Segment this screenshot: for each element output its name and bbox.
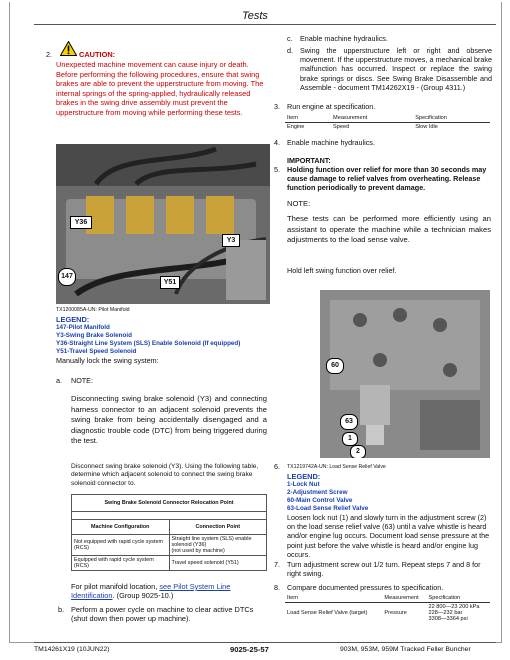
step-d-text: Swing the upperstructure left or right and observe movement. If the upperstructure moves, a mechanical brake malfunction has occurred. Inspect or replace the swing brake springs or discs. See Swing Brake Disassemble and Assemble - document TM14262X19 - (Group 4311.) — [300, 46, 492, 92]
step-d-label: d. — [287, 46, 293, 55]
row1-point: Straight line system (SLS) enable solenoid (Y36) (not used by machine) — [169, 535, 267, 556]
step-6-number: 6. — [274, 462, 280, 471]
note-text: These tests can be performed more efficiently using an assistant to operate the machine while a technician makes adjustments to the load sense valve. — [287, 214, 491, 245]
step-c-text: Enable machine hydraulics. — [300, 34, 388, 43]
legend1-item: Y36-Straight Line System (SLS) Enable Solenoid (If equipped) — [56, 340, 241, 347]
footer-rule — [34, 642, 496, 643]
row2-config: Equipped with rapid cycle system (RCS) — [72, 556, 170, 571]
step-4-text: Enable machine hydraulics. — [287, 138, 375, 147]
step-a-label: a. — [56, 376, 62, 385]
legend1-item: 147-Pilot Manifold — [56, 324, 110, 331]
spec2-measurement: Pressure — [384, 610, 407, 616]
header-rule — [34, 24, 496, 25]
col-machine-config: Machine Configuration — [72, 520, 170, 535]
step-a-note-text: Disconnecting swing brake solenoid (Y3) and connecting harness connector to an adjacent solenoid prevents the swing brake from being accidentally disengaged and a diagnostic trouble code (DTC) from being triggered during the test. — [71, 394, 267, 446]
pilot-system-link[interactable]: see Pilot System Line Identification — [71, 582, 231, 601]
label-147: 147 — [58, 268, 76, 286]
legend2-item: 60-Main Control Valve — [287, 497, 353, 504]
label-y51: Y51 — [160, 276, 180, 289]
spec1-measurement: Speed — [333, 124, 350, 130]
hold-left-swing-text: Hold left swing function over relief. — [287, 266, 397, 275]
footer-page-number: 9025-25-57 — [230, 645, 269, 654]
spec1-col-item: Item — [285, 114, 331, 123]
step-6-text: Loosen lock nut (1) and slowly turn in the adjustment screw (2) on the load sense relief valve (63) until a valve whistle is heard and/or engine lug occurs. Document load sense pressure at the point just before the valve whistle is heard and/or engine lug occurs. — [287, 513, 490, 559]
step-5-number: 5. — [274, 165, 280, 174]
fig1-caption: TX1200085A-UN: Pilot Manifold — [56, 307, 130, 313]
table-row — [72, 556, 267, 571]
step-8-number: 8. — [274, 583, 280, 592]
step-c-label: c. — [287, 34, 293, 43]
pilot-manifold-photo — [56, 144, 270, 304]
step-4-number: 4. — [274, 138, 280, 147]
step-b-text: Perform a power cycle on machine to clear active DTCs (shut down then power up machine). — [71, 605, 254, 624]
spec2-kpa: 22 800—23 200 kPa — [428, 604, 480, 610]
footer-doc-id: TM14261X19 (10JUN22) — [34, 646, 110, 653]
disconnect-text: Disconnect swing brake solenoid (Y3). Using the following table, determine which adjacent solenoid to connect the swing brake solenoid connector to. — [71, 463, 259, 487]
table-row — [285, 603, 490, 624]
step-3-text: Run engine at specification. — [287, 102, 376, 111]
spec1-col-measurement: Measurement — [331, 114, 413, 123]
step-7-text: Turn adjustment screw out 1/2 turn. Repeat steps 7 and 8 for right swing. — [287, 560, 481, 579]
spec2-psi: 3308—3364 psi — [428, 616, 468, 622]
row2-point: Travel speed solenoid (Y51) — [169, 556, 267, 571]
spec-table-pressure — [285, 594, 490, 623]
legend1-list — [56, 324, 240, 356]
spec2-col-measurement: Measurement — [382, 594, 426, 603]
legend2-item: 1-Lock Nut — [287, 481, 320, 488]
pilot-location-text — [71, 582, 267, 600]
relocation-table — [71, 494, 267, 571]
step-8-text: Compare documented pressures to specification. — [287, 583, 444, 592]
legend2-list — [287, 481, 368, 513]
spec2-item: Load Sense Relief Valve (target) — [287, 610, 368, 616]
footer-model: 903M, 953M, 959M Tracked Feller Buncher — [340, 646, 471, 653]
pilot-location-prefix: For pilot manifold location, — [71, 582, 160, 591]
table-row — [72, 535, 267, 556]
spec2-col-item: Item — [285, 594, 382, 603]
fig2-caption: TX1219742A-UN: Load Sense Relief Valve — [287, 464, 386, 470]
legend1-title: LEGEND: — [56, 315, 90, 324]
relief-valve-photo — [320, 290, 490, 458]
legend2-item: 63-Load Sense Relief Valve — [287, 505, 369, 512]
caution-text: Unexpected machine movement can cause injury or death. Before performing the following procedures, ensure that swing brakes are able to prevent the upperstructure from moving. The internal springs of the spring-applied, hydraulically released brakes in the swing drive assembly must prevent the upperstructure from moving while performing these tests. — [56, 60, 264, 117]
label-2: 2 — [350, 445, 366, 458]
spec1-col-specification: Specification — [413, 114, 490, 123]
col-connection-point: Connection Point — [169, 520, 267, 535]
note-label: NOTE: — [287, 199, 311, 208]
step-b-label: b. — [58, 605, 65, 614]
step-2-number: 2. — [46, 50, 52, 59]
caution-label: CAUTION: — [79, 50, 116, 59]
step-7-number: 7. — [274, 560, 280, 569]
label-1: 1 — [342, 432, 358, 446]
important-label: IMPORTANT: — [287, 156, 331, 165]
legend2-item: 2-Adjustment Screw — [287, 489, 348, 496]
relocation-table-title: Swing Brake Solenoid Connector Relocation Point — [72, 495, 267, 512]
table-row — [285, 123, 490, 132]
spec1-item: Engine — [287, 124, 305, 130]
spec2-bar: 228—232 bar — [428, 610, 463, 616]
step-5-text: Holding function over relief for more than 30 seconds may cause damage to relief valves from overheating. Release function periodically to prevent damage. — [287, 165, 487, 193]
manual-lock-text: Manually lock the swing system: — [56, 356, 159, 365]
pilot-location-suffix: . (Group 9025-10.) — [112, 591, 174, 601]
step-a-note-label: NOTE: — [71, 376, 93, 385]
caution-icon — [60, 41, 77, 56]
spec1-specification: Slow Idle — [415, 124, 438, 130]
label-63: 63 — [340, 414, 358, 430]
label-y3: Y3 — [222, 234, 240, 247]
label-60: 60 — [326, 358, 344, 374]
step-3-number: 3. — [274, 102, 280, 111]
spec2-col-specification: Specification — [427, 594, 491, 603]
legend1-item: Y51-Travel Speed Solenoid — [56, 348, 137, 355]
label-y36: Y36 — [70, 216, 92, 229]
legend1-item: Y3-Swing Brake Solenoid — [56, 332, 132, 339]
spec2-specification — [427, 603, 491, 624]
page-header: Tests — [242, 10, 268, 22]
spec-table-engine — [285, 114, 490, 131]
legend2-title: LEGEND: — [287, 472, 321, 481]
row1-config: Not equipped with rapid cycle system (RCS) — [72, 535, 170, 556]
